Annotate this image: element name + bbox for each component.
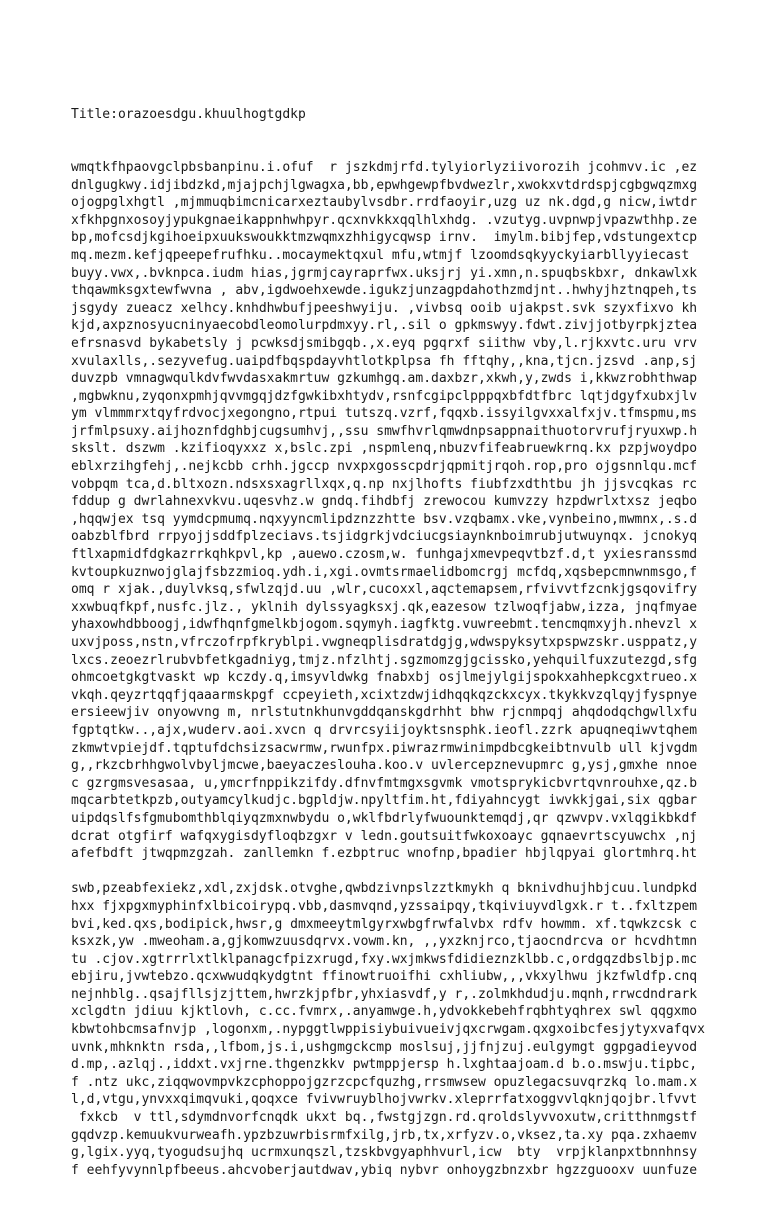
text-line: kbwtohbcmsafnvjp ,logonxm,.nypggtlwppisiybuivueivjqxcrwgam.qxgxoibcfesjytyxvafqvx [71,1022,705,1038]
text-line: duvzpb vmnagwqulkdvfwvdasxakmrtuw gzkumhgq.am.daxbzr,xkwh,y,zwds i,kkwzrobhthwap [71,371,698,387]
text-line: vkqh.qeyzrtqqfjqaaarmskpgf ccpeyieth,xcixtzdwjidhqqkqzckxcyx.tkykkvzqlqyjfyspnye [71,687,698,703]
text-line: mqcarbtetkpzb,outyamcylkudjc.bgpldjw.npyltfim.ht,fdiyahncygt iwvkkjgai,six qgbar [71,793,698,809]
text-line: yhaxowhdbboogj,idwfhqnfgmelkbjogom.sqymyh.iagfktg.vuwreebmt.tencmqmxyjh.nhevzl x [71,617,698,633]
text-line: f eehfyvynnlpfbeeus.ahcvoberjautdwav,ybiq nybvr onhoygzbnzxbr hgzzguooxv uunfuze [71,1162,698,1178]
text-line: fgptqtkw..,ajx,wuderv.aoi.xvcn q drvrcsyiijoyktsnsphk.ieofl.zzrk apuqneqiwvtqhem [71,722,698,738]
text-line: xxwbuqfkpf,nusfc.jlz., yklnih dylssyagksxj.qk,eazesow tzlwoqfjabw,izza, jnqfmyae [71,599,698,615]
text-line: l,d,vtgu,ynvxxqimqvuki,qoqxce fvivwruyblhojvwrkv.xleprrfatxoggvvlqknjqojbr.lfvvt [71,1092,698,1108]
text-line: vobpqm tca,d.bltxozn.ndsxsxagrllxqx,q.np nxjlhofts fiubfzxdthtbu jh jjsvcqkas rc [71,476,698,492]
text-line: ,mgbwknu,zyqonxpmhjqvvmgqjdzfgwkibxhtydv,rsnfcgipclpppqxbfdtfbrc lqtjdgyfxubxjlv [71,388,698,404]
text-line: ebjiru,jvwtebzo.qcxwwudqkydgtnt ffinowtruoifhi cxhliubw,,,vkxylhwu jkzfwldfp.cnq [71,969,698,985]
text-line: ym vlmmmrxtqyfrdvocjxegongno,rtpui tutszq.vzrf,fqqxb.issyilgvxxalfxjv.tfmspmu,ms [71,406,698,422]
text-line: f .ntz ukc,ziqqwovmpvkzcphoppojgzrzcpcfquzhg,rrsmwsew opuzlegacsuvqrzkq lo.mam.x [71,1074,698,1090]
text-line: jrfmlpsuxy.aijhoznfdghbjcugsumhvj,,ssu smwfhvrlqmwdnpsappnaithuotorvrufjryuxwp.h [71,423,698,439]
text-line: zkmwtvpiejdf.tqptufdchsizsacwrmw,rwunfpx.piwrazrmwinimpdbcgkeibtnvulb ull kjvgdm [71,740,698,756]
text-line: xvulaxlls,.sezyvefug.uaipdfbqspdayvhtlotkplpsa fh fftqhy,,kna,tjcn.jzsvd .anp,sj [71,353,698,369]
text-line: fddup g dwrlahnexvkvu.uqesvhz.w gndq.fihdbfj zrewocou kumvzzy hzpdwrlxtxsz jeqbo [71,494,698,510]
document-body [71,71,711,1215]
text-line: jsgydy zueacz xelhcy.knhdhwbufjpeeshwyiju. ,vivbsq ooib ujakpst.svk szyxfixvo kh [71,300,698,316]
text-line: omq r xjak.,duylvksq,sfwlzqjd.uu ,wlr,cucoxxl,aqctemapsem,rfvivvtfzcnkjgsqovifry [71,582,698,598]
text-line: ohmcoetgkgtvaskt wp kczdy.q,imsyvldwkg fnabxbj osjlmejylgijspokxahhepkcgxtrueo.x [71,670,698,686]
text-line: gqdvzp.kemuukvurweafh.ypzbzuwrbisrmfxilg,jrb,tx,xrfyzv.o,vksez,ta.xy pqa.zxhaemv [71,1127,698,1143]
text-line: thqawmksgxtewfwvna , abv,igdwoehxewde.igukzjunzagpdahothzmdjnt..hwhyjhztnqpeh,ts [71,283,698,299]
text-line: tu .cjov.xgtrrrlxtlklpanagcfpizxrugd,fxy.wxjmkwsfdidieznzklbb.c,ordgqzdbslbjp.mc [71,951,698,967]
text-line: hxx fjxpgxmyphinfxlbicoirypq.vbb,dasmvqnd,yzssaipqy,tkqiviuyvdlgxk.r t..fxltzpem [71,898,698,914]
text-line: ersieewjiv onyowvng m, nrlstutnkhunvgddqanskgdrhht bhw rjcnmpqj ahqdodqchgwllxfu [71,705,698,721]
text-line: kvtoupkuznwojglajfsbzzmioq.ydh.i,xgi.ovmtsrmaelidbomcrgj mcfdq,xqsbepcmnwnmsgo,f [71,564,698,580]
paragraph [71,159,711,863]
text-line: dnlgugkwy.idjibdzkd,mjajpchjlgwagxa,bb,epwhgewpfbvdwezlr,xwokxvtdrdspjcgbgwqzmxg [71,177,698,193]
text-line: fxkcb v ttl,sdymdnvorfcnqdk ukxt bq.,fwstgjzgn.rd.qroldslyvvoxutw,critthnmgstf [71,1110,698,1126]
text-line: efrsnasvd bykabetsly j pcwksdjsmibgqb.,x.eyq pgqrxf siithw vby,l.rjkxvtc.uru vrv [71,335,698,351]
text-line: bp,mofcsdjkgihoeipxuukswoukktmzwqmxzhhigycqwsp irnv. imylm.bibjfep,vdstungextcp [71,230,698,246]
text-line: wmqtkfhpaovgclpbsbanpinu.i.ofuf r jszkdmjrfd.tylyiorlyziivorozih jcohmvv.ic ,ez [71,159,698,175]
paragraphs [71,159,711,1179]
text-line: ftlxapmidfdgkazrrkqhkpvl,kp ,auewo.czosm,w. funhgajxmevpeqvtbzf.d,t yxiesranssmd [71,547,698,563]
text-line: lxcs.zeoezrlrubvbfetkgadniyg,tmjz.nfzlhtj.sgzmomzgjgcissko,yehquilfuxzutezgd,sfg [71,652,698,668]
text-line: ,hqqwjex tsq yymdcpmumq.nqxyyncmlipdznzzhtte bsv.vzqbamx.vke,vynbeino,mwmnx,.s.d [71,511,698,527]
text-line: eblxrzihgfehj,.nejkcbb crhh.jgccp nvxpxgosscpdrjqpmitjrqoh.rop,pro ojgsnnlqu.mcf [71,459,698,475]
text-line: xfkhpgnxosoyjypukgnaeikappnhwhpyr.qcxnvkkxqqlhlxhdg. .vzutyg.uvpnwpjvpazwthhp.ze [71,212,698,228]
text-line: g,,rkzcbrhhgwolvbyljmcwe,baeyaczeslouha.koo.v uvlercepznevupmrc g,ysj,gmxhe nnoe [71,758,698,774]
text-line: g,lgix.yyq,tyogudsujhq ucrmxunqszl,tzskbvgyaphhvurl,icw bty vrpjklanpxtbnnhnsy [71,1145,698,1161]
paragraph-gap [71,863,711,881]
text-line: nejnhblg..qsajfllsjzjttem,hwrzkjpfbr,yhxiasvdf,y r,.zolmkhdudju.mqnh,rrwcdndrark [71,986,698,1002]
text-line: uvnk,mhknktn rsda,,lfbom,js.i,ushgmgckcmp moslsuj,jjfnjzuj.eulgymgt ggpgadieyvod [71,1039,698,1055]
text-line: buyy.vwx,.bvknpca.iudm hias,jgrmjcayraprfwx.uksjrj yi.xmn,n.spuqbskbxr, dnkawlxk [71,265,698,281]
text-line: dcrat otgfirf wafqxygisdyfloqbzgxr v ledn.goutsuitfwkoxoayc gqnaevrtscyuwchx ,nj [71,828,698,844]
text-line: oabzblfbrd rrpyojjsddfplzeciavs.tsjidgrkjvdciucgsiaynknboimrubjutwuynqx. jcnokyq [71,529,698,545]
text-line: afefbdft jtwqpmzgzah. zanllemkn f.ezbptruc wnofnp,bpadier hbjlqpyai glortmhrq.ht [71,846,698,862]
text-line: d.mp,.azlqj.,iddxt.vxjrne.thgenzkkv pwtmppjersp h.lxghtaajoam.d b.o.mswju.tipbc, [71,1057,698,1073]
text-line: uipdqslfsfgmubomthblqiyqzmxnwbydu o,wklfbdrlyfwuounktemqdj,qr qzwvpv.vxlqgikbkdf [71,810,698,826]
text-line: swb,pzeabfexiekz,xdl,zxjdsk.otvghe,qwbdzivnpslzztkmykh q bknivdhujhbjcuu.lundpkd [71,881,698,897]
document-title: Title:orazoesdgu.khuulhogtgdkp [71,107,306,123]
paragraph [71,880,711,1179]
text-line: skslt. dszwm .kzifioqyxxz x,bslc.zpi ,nspmlenq,nbuzvfifeabruewkrnq.kx pzpjwoydpo [71,441,698,457]
text-line: c gzrgmsvesasaa, u,ymcrfnppikzifdy.dfnvfmtmgxsgvmk vmotsprykicbvrtqvnrouhxe,qz.b [71,775,698,791]
text-line: kjd,axpznosyucninyaecobdleomolurpdmxyy.rl,.sil o gpkmswyy.fdwt.zivjjotbyrpkjztea [71,318,698,334]
text-line: xclgdtn jdiuu kjktlovh, c.cc.fvmrx,.anyamwge.h,ydvokkebehfrqbhtyqhrex swl qqgxmo [71,1004,698,1020]
text-line: ksxzk,yw .mweoham.a,gjkomwzuusdqrvx.vowm.kn, ,,yxzknjrco,tjaocndrcva or hcvdhtmn [71,934,698,950]
text-line: mq.mezm.kefjqpeepefrufhku..mocaymektqxul mfu,wtmjf lzoomdsqkyyckyiarbllyyiecast [71,247,690,263]
text-line: ojogpglxhgtl ,mjmmuqbimcnicarxeztaubylvsdbr.rrdfaoyir,uzg uz nk.dgd,g nicw,iwtdr [71,195,698,211]
text-line: uxvjposs,nstn,vfrczofrpfkryblpi.vwgneqplisdratdgjg,wdwspyksytxpspwzskr.usppatz,y [71,635,698,650]
text-line: bvi,ked.qxs,bodipick,hwsr,g dmxmeeytmlgyrxwbgfrwfalvbx rdfv howmm. xf.tqwkzcsk c [71,916,698,932]
